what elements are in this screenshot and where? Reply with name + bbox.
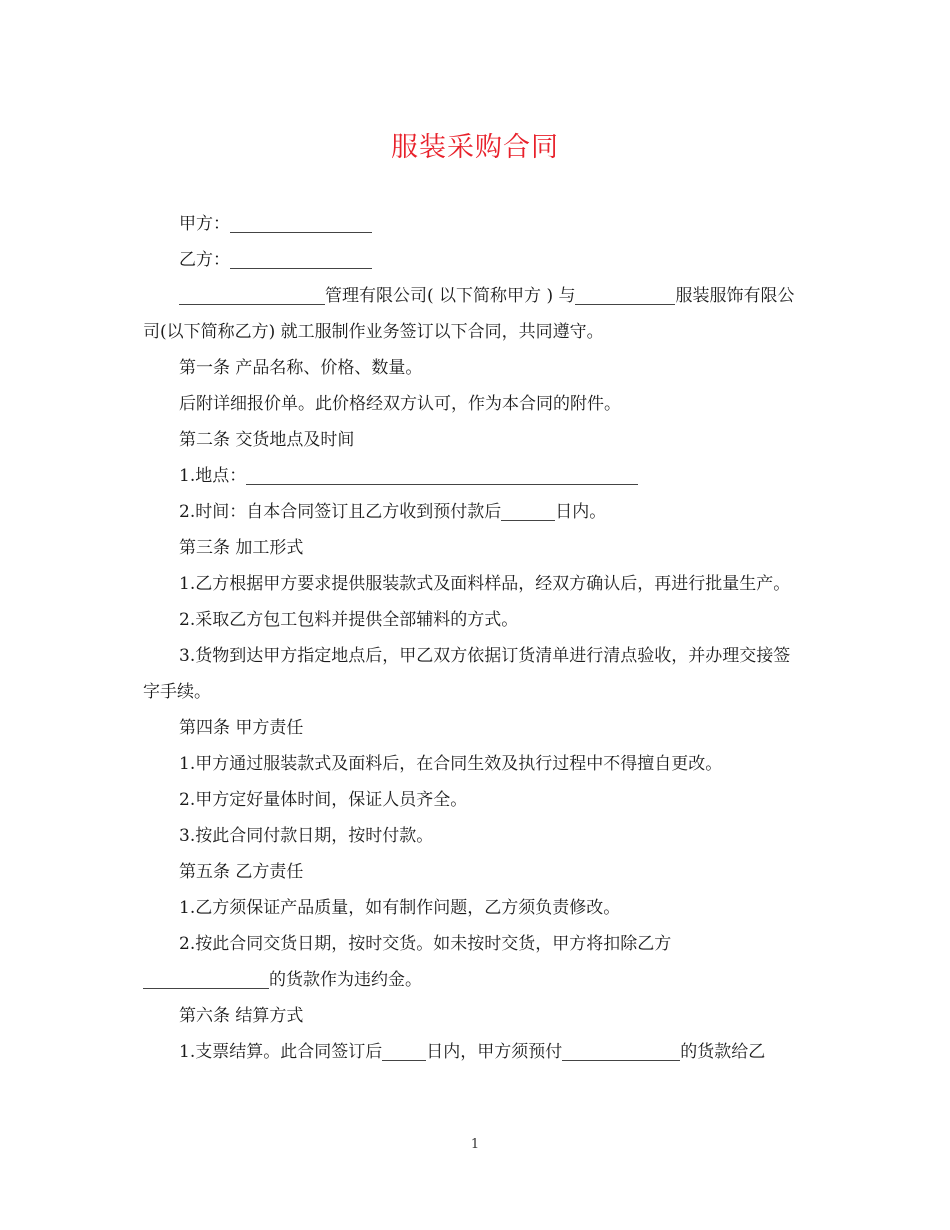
payment-part2: 日内，甲方须预付 bbox=[426, 1042, 563, 1062]
article5-item1: 1.乙方须保证产品质量，如有制作问题，乙方须负责修改。 bbox=[179, 898, 621, 918]
location-blank[interactable] bbox=[246, 464, 638, 485]
article2-item2 bbox=[143, 494, 807, 530]
party-b-blank[interactable] bbox=[230, 248, 372, 269]
article6-item1 bbox=[143, 1034, 807, 1070]
delivery-time-part1: 2.时间：自本合同签订且乙方收到预付款后 bbox=[179, 502, 502, 522]
article3-item3: 3.货物到达甲方指定地点后，甲乙双方依据订货清单进行清点验收，并办理交接签字手续。 bbox=[143, 646, 791, 702]
party-b-company-blank[interactable] bbox=[575, 284, 675, 305]
article1-heading: 第一条 产品名称、价格、数量。 bbox=[179, 358, 423, 378]
delivery-time-part2: 日内。 bbox=[555, 502, 607, 522]
article1-text: 后附详细报价单。此价格经双方认可，作为本合同的附件。 bbox=[179, 394, 621, 414]
party-a-blank[interactable] bbox=[230, 212, 372, 233]
party-b-label: 乙方： bbox=[179, 250, 230, 270]
intro-part1: 管理有限公司( 以下简称甲方 ) 与 bbox=[325, 286, 576, 306]
payment-part1: 1.支票结算。此合同签订后 bbox=[179, 1042, 383, 1062]
article4-item2: 2.甲方定好量体时间，保证人员齐全。 bbox=[179, 790, 468, 810]
article5-item2-cont bbox=[143, 962, 807, 998]
article2-heading: 第二条 交货地点及时间 bbox=[179, 430, 355, 450]
penalty-amount-blank[interactable] bbox=[143, 968, 269, 989]
article6-heading: 第六条 结算方式 bbox=[179, 1006, 304, 1026]
article3-item2: 2.采取乙方包工包料并提供全部辅料的方式。 bbox=[179, 610, 519, 630]
payment-part3: 的货款给乙 bbox=[680, 1042, 766, 1062]
party-a-line bbox=[143, 206, 807, 242]
intro-paragraph bbox=[143, 278, 807, 350]
prepayment-amount-blank[interactable] bbox=[562, 1040, 680, 1061]
payment-days-blank[interactable] bbox=[382, 1040, 426, 1061]
penalty-part1: 2.按此合同交货日期，按时交货。如未按时交货，甲方将扣除乙方 bbox=[179, 934, 672, 954]
location-label: 1.地点： bbox=[179, 466, 247, 486]
article5-item2 bbox=[143, 926, 807, 962]
intro-part2: 服装服饰有限公司(以下简称乙方) 就工服制作业务签订以下合同，共同遵守。 bbox=[143, 286, 795, 342]
delivery-days-blank[interactable] bbox=[501, 500, 555, 521]
party-b-line bbox=[143, 242, 807, 278]
article4-heading: 第四条 甲方责任 bbox=[179, 718, 304, 738]
page-number: 1 bbox=[470, 1137, 480, 1152]
document-title: 服装采购合同 bbox=[391, 132, 559, 163]
article3-heading: 第三条 加工形式 bbox=[179, 538, 304, 558]
penalty-part2: 的货款作为违约金。 bbox=[269, 970, 422, 990]
party-a-label: 甲方： bbox=[179, 214, 230, 234]
article3-item1: 1.乙方根据甲方要求提供服装款式及面料样品，经双方确认后，再进行批量生产。 bbox=[179, 574, 791, 594]
article4-item3: 3.按此合同付款日期，按时付款。 bbox=[179, 826, 434, 846]
party-a-company-blank[interactable] bbox=[179, 284, 325, 305]
article4-item1: 1.甲方通过服装款式及面料后，在合同生效及执行过程中不得擅自更改。 bbox=[179, 754, 723, 774]
contract-body bbox=[143, 206, 807, 1070]
article2-item1 bbox=[143, 458, 807, 494]
article5-heading: 第五条 乙方责任 bbox=[179, 862, 304, 882]
